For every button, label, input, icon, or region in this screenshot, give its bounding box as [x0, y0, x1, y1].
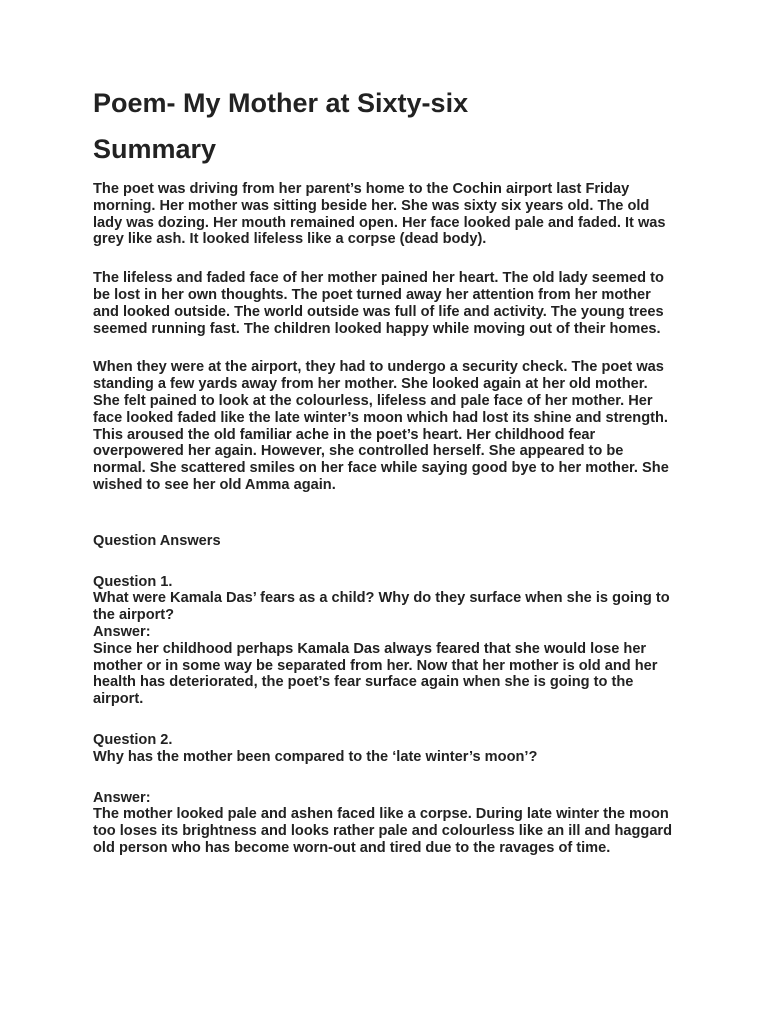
answer-block-2 — [93, 790, 673, 857]
summary-paragraph-3: When they were at the airport, they had to undergo a security check. The poet was standing a few yards away from her mother. She looked again at her old mother. She felt pained to look at the colourless, lifeless and pale face of her mother. Her face looked faded like the late winter’s moon which had lost its shine and strength. This aroused the old familiar ache in the poet’s heart. Her childhood fear overpowered her again. However, she controlled herself. She appeared to be normal. She scattered smiles on her face while saying good bye to her mother. She wished to see her old Amma again. — [93, 359, 669, 493]
question-label: Question 1. — [93, 573, 173, 590]
summary-paragraph-2: The lifeless and faded face of her mother pained her heart. The old lady seemed to be lost in her own thoughts. The poet turned away her attention from her mother and looked outside. The world outside was full of life and activity. The young trees seemed running fast. The children looked happy while moving out of their homes. — [93, 270, 664, 337]
question-label: Question 2. — [93, 731, 173, 748]
question-text: What were Kamala Das’ fears as a child? Why do they surface when she is going to the airport? — [93, 590, 670, 624]
question-block-2 — [93, 732, 673, 766]
page-title: Poem- My Mother at Sixty-six — [93, 88, 469, 118]
qa-heading: Question Answers — [93, 532, 221, 549]
answer-label: Answer: — [93, 623, 151, 640]
question-block-1 — [93, 574, 673, 708]
answer-text: Since her childhood perhaps Kamala Das always feared that she would lose her mother or in some way be separated from her. Now that her mother is old and her health has deteriorated, the poet’s fear surface again when she is going to the airport. — [93, 640, 658, 708]
answer-label: Answer: — [93, 789, 151, 806]
question-text: Why has the mother been compared to the ‘late winter’s moon’? — [93, 748, 538, 765]
answer-text: The mother looked pale and ashen faced like a corpse. During late winter the moon too loses its brightness and looks rather pale and colourless like an ill and haggard old person who has become worn-out and tired due to the ravages of time. — [93, 806, 673, 856]
summary-heading: Summary — [93, 134, 217, 164]
section-spacer — [93, 516, 673, 533]
document-page — [93, 86, 673, 881]
summary-paragraph-1: The poet was driving from her parent’s home to the Cochin airport last Friday morning. Her mother was sitting beside her. She was sixty six years old. The old lady was dozing. Her mouth remained open. Her face looked pale and faded. It was grey like ash. It looked lifeless like a corpse (dead body). — [93, 181, 666, 248]
